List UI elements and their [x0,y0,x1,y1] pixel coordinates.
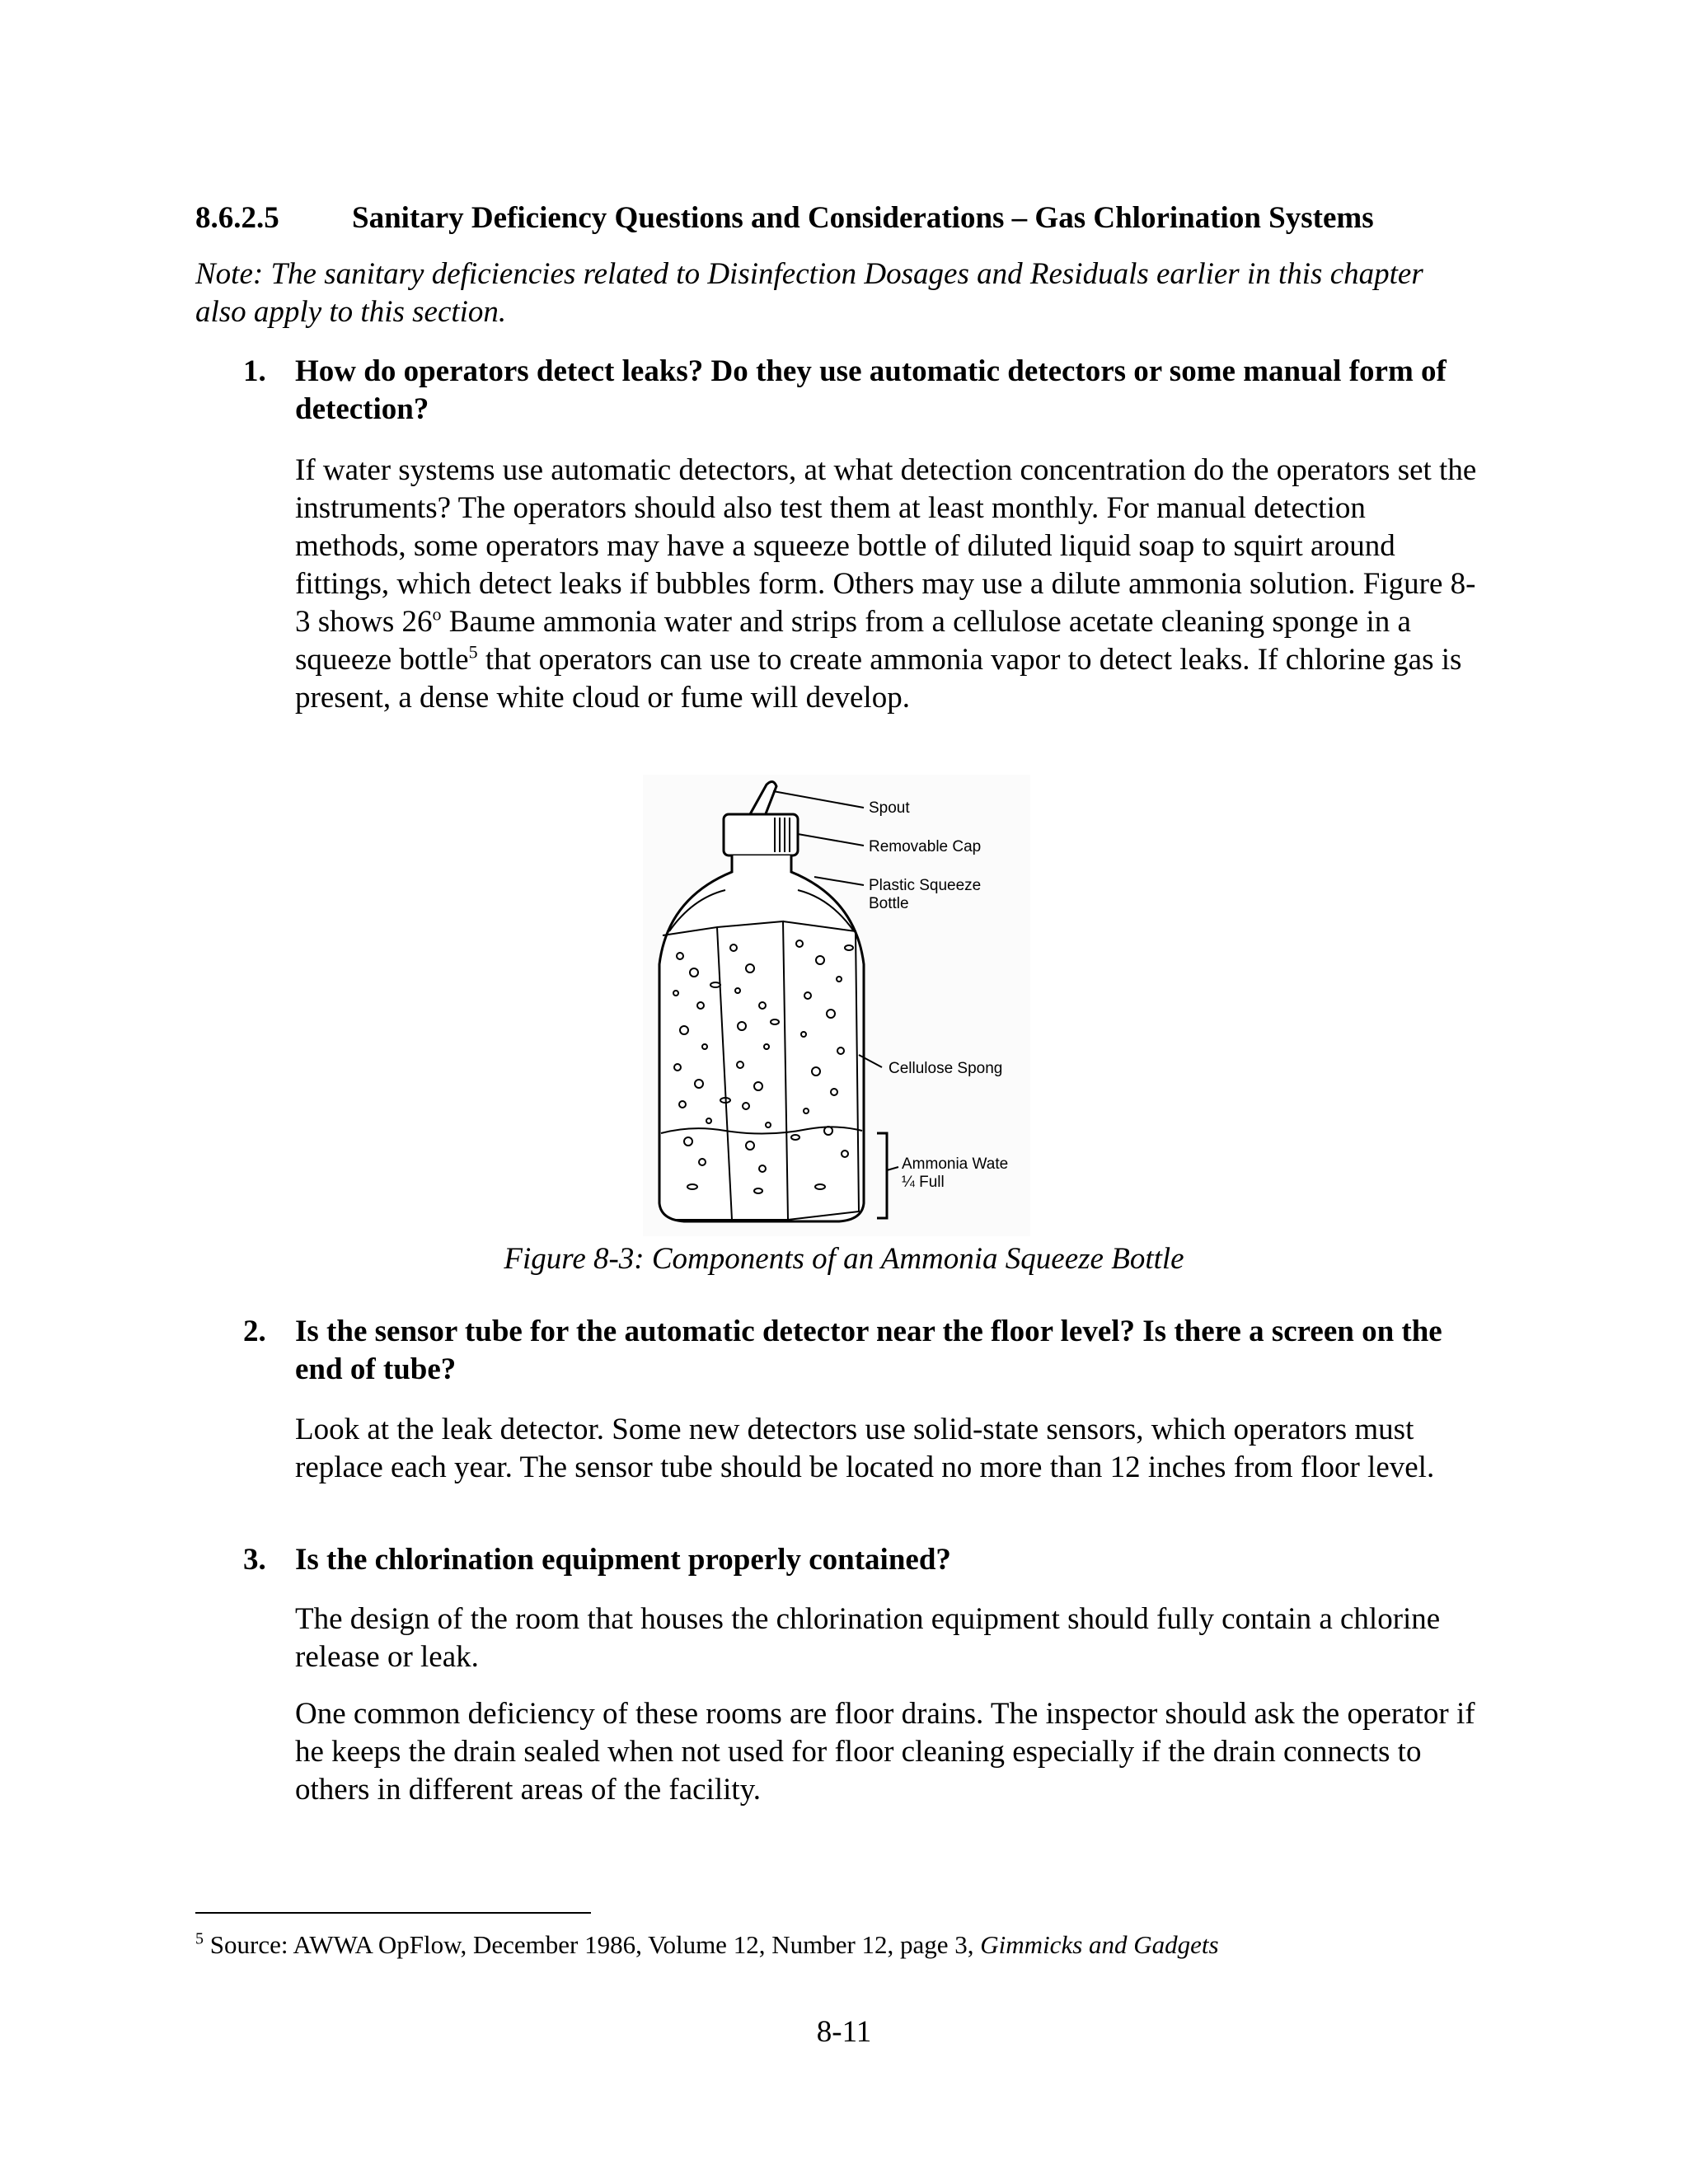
section-heading [195,199,1514,237]
question-text: How do operators detect leaks? Do they use automatic detectors or some manual form of detection? [295,354,1447,426]
degree-superscript: o [432,603,442,625]
figure-ammonia-squeeze-bottle [643,775,1030,1236]
question-number: 2. [243,1315,266,1348]
label-bottle: Bottle [869,895,909,912]
question-2-answer: Look at the leak detector. Some new detectors use solid-state sensors, which operators must replace each year. The sensor tube should be located no more than 12 inches from floor level. [295,1413,1435,1484]
footnote-reference[interactable]: 5 [468,641,478,663]
label-plastic-squeeze: Plastic Squeeze [869,877,982,894]
answer-text-part3: that operators can use to create ammonia vapor to detect leaks. If chlorine gas is present, a dense white cloud or fume will develop. [295,643,1462,715]
footnote-divider [195,1912,591,1914]
question-number: 1. [243,354,266,388]
label-cellulose-sponge: Cellulose Spong [889,1060,1003,1077]
bottle-body-shape [659,855,864,1221]
question-2-title [243,1313,1479,1389]
answer-text-part2: Baume ammonia water and strips from a cellulose acetate cleaning sponge in a squeeze bottle [295,605,1411,677]
footnote [195,1929,1514,1961]
question-1-title [243,353,1479,429]
question-text: Is the sensor tube for the automatic detector near the floor level? Is there a screen on the end of tube? [295,1315,1442,1386]
page-number: 8-11 [816,2015,872,2049]
question-number: 3. [243,1543,266,1577]
label-ammonia-water: Ammonia Wate [902,1155,1009,1173]
question-3-title [243,1541,1479,1579]
figure-caption: Figure 8-3: Components of an Ammonia Squeeze Bottle [504,1242,1184,1276]
cap-shape [724,814,798,855]
label-removable-cap: Removable Cap [869,838,982,855]
question-text: Is the chlorination equipment properly contained? [295,1543,951,1577]
question-3-answer-1: The design of the room that houses the chlorination equipment should fully contain a chlorine release or leak. [295,1602,1441,1674]
answer-text-part1: If water systems use automatic detectors, at what detection concentration do the operators set the instruments? The operators should also test them at least monthly. For manual detection methods, some operators may have a squeeze bottle of diluted liquid soap to squirt around fittings, which detect leaks if bubbles form. Others may use a dilute ammonia solution. Figure 8-3 shows 26 [295,453,1477,639]
ammonia-bottle-illustration [643,775,1030,1236]
footnote-italic-title: Gimmicks and Gadgets [980,1930,1219,1959]
footnote-text: Source: AWWA OpFlow, December 1986, Volume 12, Number 12, page 3, [204,1930,981,1959]
label-quarter-full: ¼ Full [902,1174,945,1191]
label-spout: Spout [869,799,910,817]
section-number: 8.6.2.5 [195,201,279,235]
section-note: Note: The sanitary deficiencies related to Disinfection Dosages and Residuals earlier in this chapter also apply to this section. [195,257,1423,329]
question-1-answer [295,452,1482,717]
question-3-answer-2: One common deficiency of these rooms are floor drains. The inspector should ask the operator if he keeps the drain sealed when not used for floor cleaning especially if the drain connects to others in different areas of the facility. [295,1697,1475,1807]
section-title: Sanitary Deficiency Questions and Considerations – Gas Chlorination Systems [352,201,1374,235]
footnote-number: 5 [195,1929,204,1948]
